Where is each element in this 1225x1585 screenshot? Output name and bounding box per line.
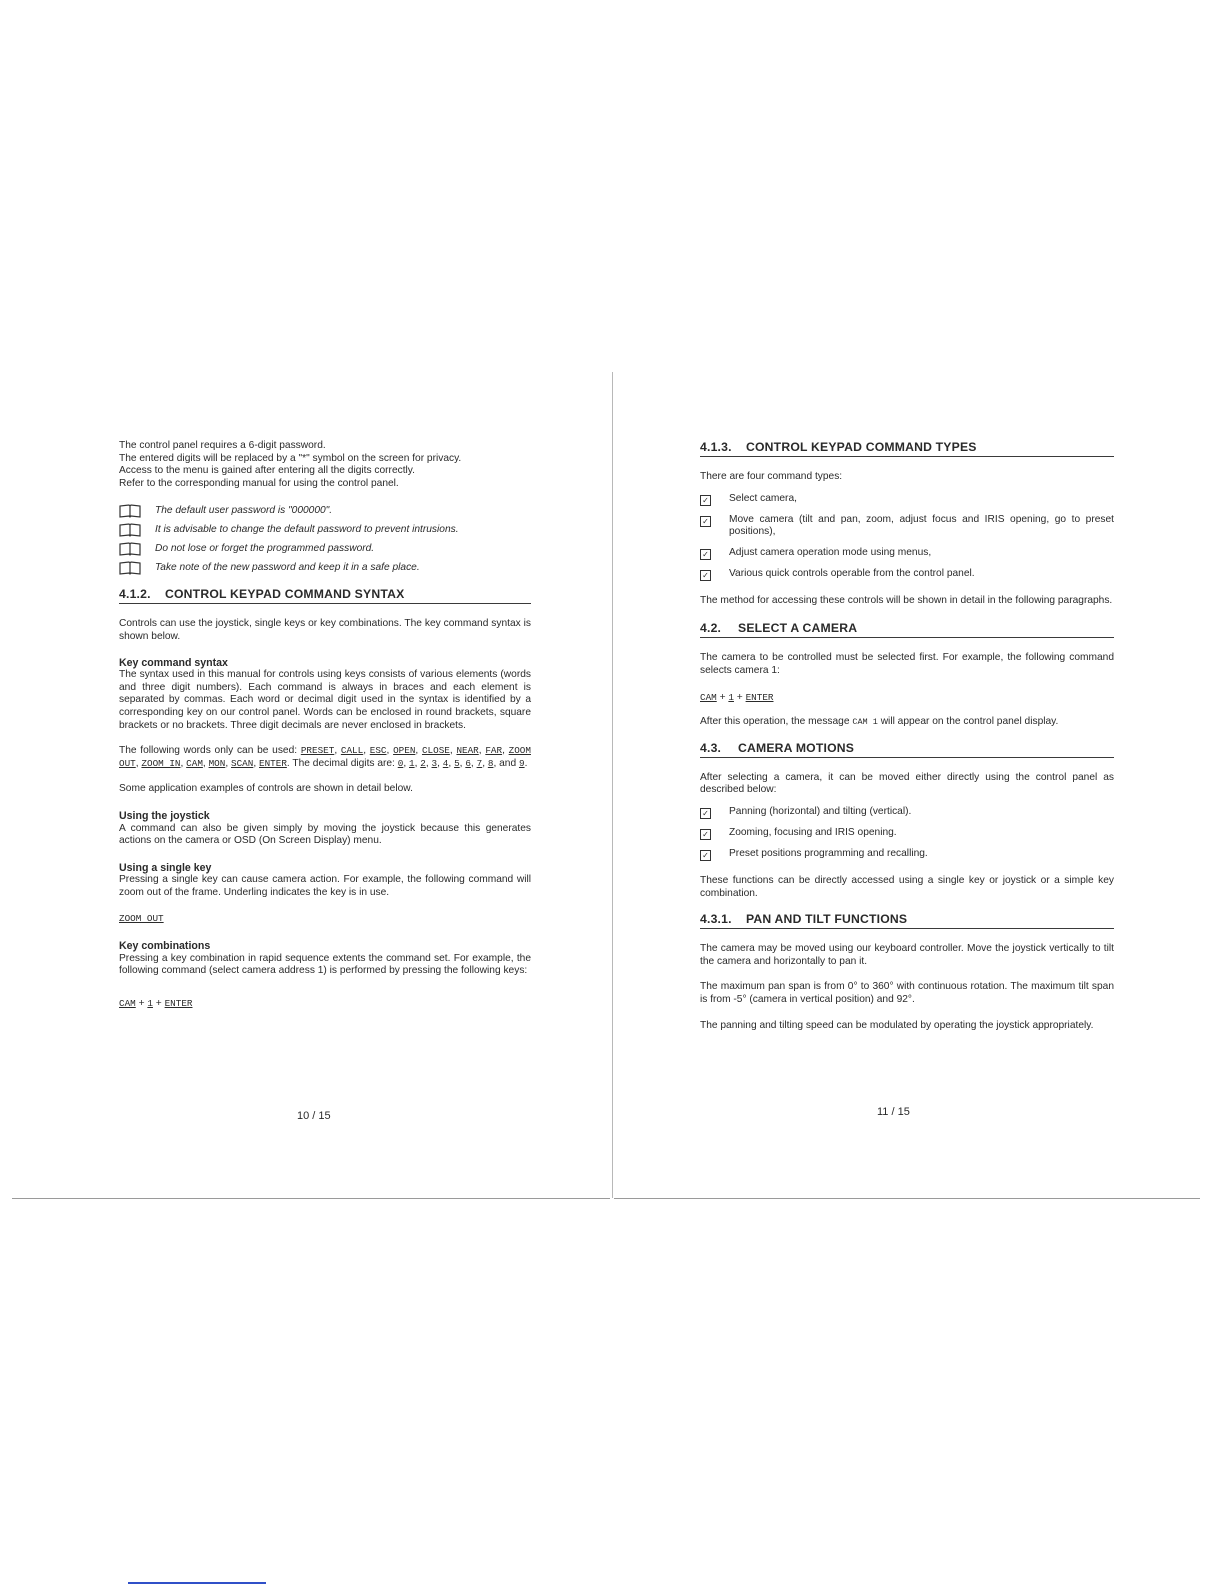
syntax-intro: Controls can use the joystick, single keys or key combinations. The key command syntax is shown below. [119,618,531,642]
section-heading-4-1-2 [119,587,531,604]
intro-line: The control panel requires a 6-digit password. [119,440,326,451]
book-icon [119,523,141,537]
notes-list [119,504,531,575]
key-digit: 4 [442,757,449,769]
intro-line: Refer to the corresponding manual for using the control panel. [119,477,399,489]
command-types-outro: The method for accessing these controls will be shown in detail in the following paragraphs. [700,594,1113,606]
page-bottom-edge-left [12,1198,610,1199]
key-example: ZOOM OUT [119,913,164,925]
section-title: CONTROL KEYPAD COMMAND TYPES [746,440,977,454]
key-word: FAR [485,745,503,757]
combo-text: Pressing a key combination in rapid sequence extents the command set. For example, the following command (select camera address 1) is performed by pressing the following keys: [119,952,531,977]
joystick-heading: Using the joystick [119,809,210,822]
left-page [119,440,531,1010]
book-icon [119,542,141,556]
key-syntax-heading: Key command syntax [119,656,228,669]
section-title: SELECT A CAMERA [738,621,858,636]
single-key-heading: Using a single key [119,861,212,874]
section-number: 4.1.2. [119,587,151,602]
note-item [119,523,531,537]
section-heading-4-3-1 [700,912,1114,929]
key-digit: 1 [409,757,415,769]
page-bottom-edge-right [614,1198,1200,1199]
checkbox-icon: ✓ [700,495,711,506]
book-icon [119,504,141,518]
key-example: CAM [700,691,717,703]
checklist-text: Select camera, [729,492,797,504]
page-number-left: 10 / 15 [297,1110,331,1122]
pan-tilt-p3: The panning and tilting speed can be modulated by operating the joystick appropriately. [700,1019,1094,1031]
examples-text: Some application examples of controls are shown in detail below. [119,783,413,795]
key-word: ZOOM OUT [119,745,531,769]
key-digit: 7 [476,757,483,769]
pan-tilt-p2: The maximum pan span is from 0° to 360° with continuous rotation. The maximum tilt span is from -5° (camera in vertical position) and 92°. [700,981,1114,1005]
checklist-text: Various quick controls operable from the control panel. [729,567,975,579]
key-digit: 5 [454,757,460,769]
key-digit: 9 [518,757,525,769]
checklist-text: Panning (horizontal) and tilting (vertical). [729,805,912,817]
intro-line: The entered digits will be replaced by a "*" symbol on the screen for privacy. [119,452,462,464]
key-word: CLOSE [421,745,450,757]
key-example: ENTER [745,691,774,703]
digits-prefix: The decimal digits are: [292,757,395,769]
display-message: CAM 1 [852,717,878,728]
page-fold-line [612,372,613,1198]
key-word: NEAR [456,745,479,757]
checkbox-icon: ✓ [700,570,711,581]
note-text: The default user password is "000000". [155,505,333,517]
right-page [700,440,1114,1032]
section-title: CAMERA MOTIONS [738,740,855,755]
key-example: 1 [147,997,153,1009]
section-title: CONTROL KEYPAD COMMAND SYNTAX [165,587,405,602]
password-intro [119,440,531,490]
note-item [119,561,531,575]
scan-artifact-bar [128,1582,266,1584]
section-number: 4.3.1. [700,912,732,927]
key-word: MON [208,757,226,769]
key-example: 1 [728,691,734,703]
checklist-text: Adjust camera operation mode using menus, [729,546,932,558]
select-camera-after [700,716,1114,729]
key-word: ZOOM IN [141,757,181,769]
checklist-item [700,848,1114,861]
checklist-item [700,568,1114,581]
key-word: OPEN [393,745,416,757]
checklist-item [700,493,1114,506]
key-syntax-text: The syntax used in this manual for controls using keys consists of various elements (words and three digit numbers). Each command is always in braces and each element is separated by commas. Each word or decimal digit used in the syntax is identified by a corresponding key on our control panel. Words can be enclosed in round brackets, square brackets or no brackets. Three digit decimals are never enclosed in brackets. [119,669,531,731]
checklist-item [700,827,1114,840]
single-key-text: Pressing a single key can cause camera action. For example, the following command will zoom out of the frame. Underling indicates the key is in use. [119,874,531,898]
section-number: 4.1.3. [700,440,732,454]
select-camera-example: CAM + 1 + ENTER [700,691,774,703]
intro-line: Access to the menu is gained after entering all the digits correctly. [119,465,415,477]
select-camera-text: The camera to be controlled must be selected first. For example, the following command selects camera 1: [700,652,1114,676]
section-heading-4-3 [700,741,1114,758]
allowed-words: The following words only can be used: PRESET, CALL, ESC, OPEN, CLOSE, NEAR, FAR, ZOOM OUT, ZOOM IN, CAM, MON, SCAN, ENTER. The decimal digits are: 0, 1, 2, 3, 4, 5, 6, 7, 8, and 9. [119,745,531,769]
checkbox-icon: ✓ [700,850,711,861]
camera-motions-intro: After selecting a camera, it can be moved either directly using the control panel as described below: [700,771,1114,796]
key-word: PRESET [300,745,335,757]
checkbox-icon: ✓ [700,549,711,560]
pan-tilt-p1: The camera may be moved using our keyboard controller. Move the joystick vertically to tilt the camera and horizontally to pan it. [700,943,1114,967]
section-heading-4-1-3 [700,440,1114,457]
key-word: ENTER [259,757,287,769]
checklist-item [700,806,1114,819]
key-digit: 8 [487,757,494,769]
checklist-text: Zooming, focusing and IRIS opening. [729,826,897,838]
key-example: ENTER [164,997,193,1009]
checklist-item [700,514,1114,539]
checkbox-icon: ✓ [700,516,711,527]
key-digit: 3 [431,757,438,769]
section-title: PAN AND TILT FUNCTIONS [746,912,908,927]
checklist-item [700,547,1114,560]
key-digit: 0 [397,757,404,769]
checkbox-icon: ✓ [700,808,711,819]
note-item [119,504,531,518]
words-prefix: The following words only can be used: [119,745,298,757]
section-number: 4.3. [700,740,722,755]
note-text: It is advisable to change the default password to prevent intrusions. [155,524,459,536]
page-number-right: 11 / 15 [877,1106,910,1118]
combo-example: CAM + 1 + ENTER [119,997,193,1009]
after-suffix: will appear on the control panel display. [880,716,1059,728]
checklist-text: Preset positions programming and recalling. [729,847,928,859]
joystick-text: A command can also be given simply by moving the joystick because this generates actions on the camera or OSD (On Screen Display) menu. [119,822,531,847]
digits-and: and [499,757,517,769]
command-types-intro: There are four command types: [700,471,843,482]
checklist-text: Move camera (tilt and pan, zoom, adjust focus and IRIS opening, go to preset positions), [729,513,1114,538]
key-word: CALL [340,745,364,757]
section-number: 4.2. [700,621,722,636]
note-text: Take note of the new password and keep it in a safe place. [155,562,420,574]
key-word: ESC [369,745,387,757]
note-text: Do not lose or forget the programmed password. [155,543,375,555]
combo-heading: Key combinations [119,940,211,953]
book-icon [119,561,141,575]
checkbox-icon: ✓ [700,829,711,840]
single-key-example [119,913,531,926]
after-prefix: After this operation, the message [700,716,850,728]
key-example: CAM [119,997,136,1009]
note-item [119,542,531,556]
key-word: SCAN [231,757,254,769]
section-heading-4-2 [700,621,1114,638]
key-word: CAM [186,757,203,769]
key-digit: 6 [465,757,471,769]
camera-motions-outro: These functions can be directly accessed using a single key or joystick or a simple key combination. [700,874,1114,899]
key-digit: 2 [420,757,426,769]
